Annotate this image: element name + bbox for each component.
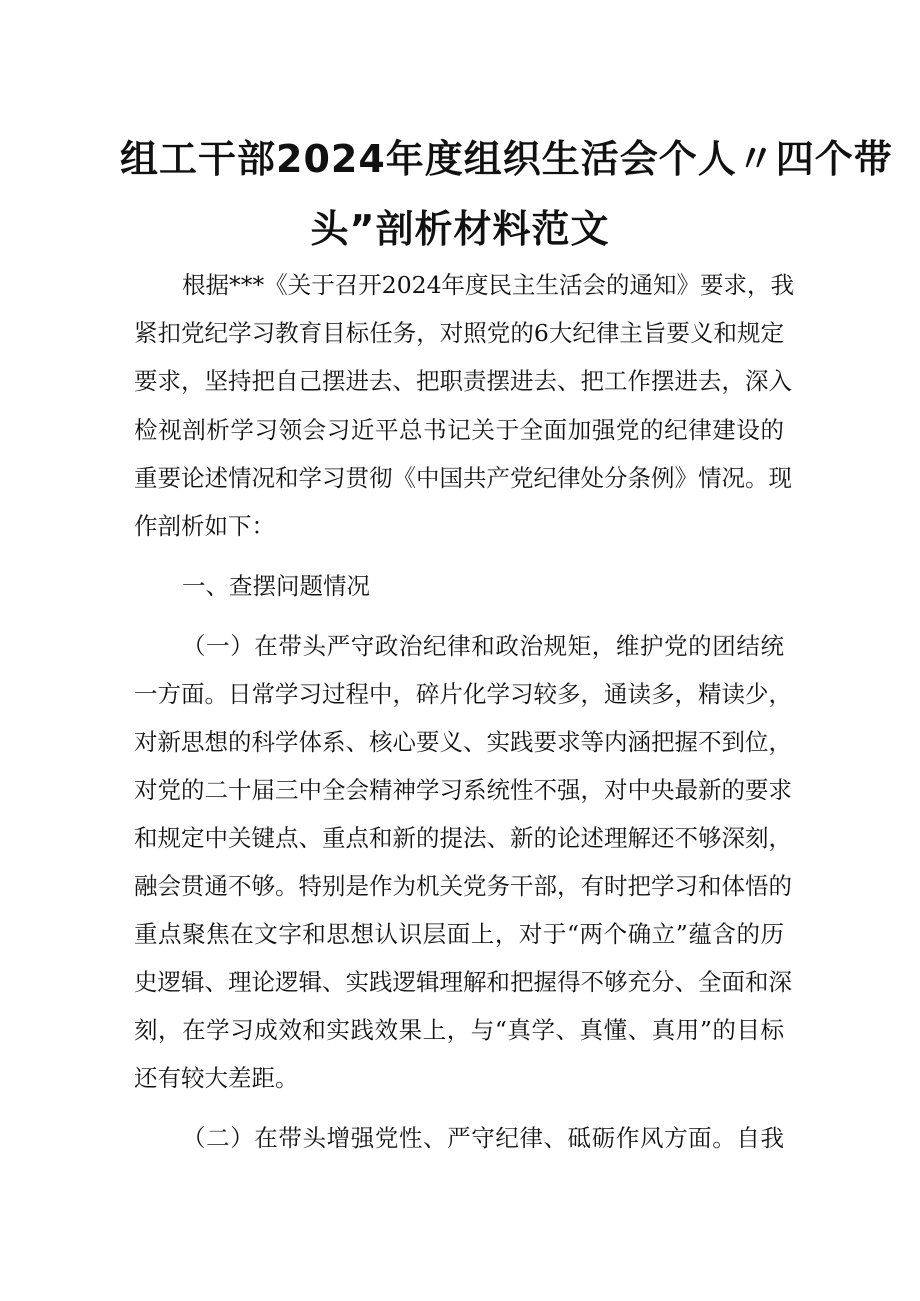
- intro-paragraph-line: 重要论述情况和学习贯彻《中国共产党纪律处分条例》情况。现: [134, 464, 792, 492]
- item-1-paragraph-line: 和规定中关键点、重点和新的提法、新的论述理解还不够深刻，: [134, 824, 792, 852]
- item-2-paragraph-line: （二）在带头增强党性、严守纪律、砥砺作风方面。自我: [182, 1124, 784, 1152]
- item-1-paragraph-line: 一方面。日常学习过程中，碎片化学习较多，通读多，精读少，: [134, 680, 792, 708]
- intro-paragraph-line: 要求，坚持把自己摆进去、把职责摆进去、把工作摆进去，深入: [134, 367, 792, 395]
- item-1-paragraph-line: 刻，在学习成效和实践效果上，与“真学、真懂、真用”的目标: [134, 1016, 784, 1044]
- intro-paragraph-line: 紧扣党纪学习教育目标任务，对照党的6大纪律主旨要义和规定: [134, 319, 784, 347]
- section-heading: 一、查摆问题情况: [182, 572, 370, 600]
- item-1-paragraph-line: 史逻辑、理论逻辑、实践逻辑理解和把握得不够充分、全面和深: [134, 968, 792, 996]
- document-title-line-1: 组工干部2024年度组织生活会个人〃四个带: [120, 137, 893, 181]
- item-1-paragraph-line: 重点聚焦在文字和思想认识层面上，对于“两个确立”蕴含的历: [134, 920, 784, 948]
- item-1-paragraph-line: 对新思想的科学体系、核心要义、实践要求等内涵把握不到位，: [134, 728, 792, 756]
- intro-paragraph-line: 根据***《关于召开2024年度民主生活会的通知》要求，我: [182, 271, 795, 299]
- intro-paragraph-line: 作剖析如下：: [134, 512, 275, 540]
- item-1-paragraph-line: 融会贯通不够。特别是作为机关党务干部，有时把学习和体悟的: [134, 872, 792, 900]
- document-title-line-2: 头”剖析材料范文: [310, 207, 610, 251]
- item-1-paragraph-line: 还有较大差距。: [134, 1064, 299, 1092]
- item-1-paragraph-line: 对党的二十届三中全会精神学习系统性不强，对中央最新的要求: [134, 776, 792, 804]
- intro-paragraph-line: 检视剖析学习领会习近平总书记关于全面加强党的纪律建设的: [134, 416, 784, 444]
- item-1-paragraph-line: （一）在带头严守政治纪律和政治规矩，维护党的团结统: [182, 632, 784, 660]
